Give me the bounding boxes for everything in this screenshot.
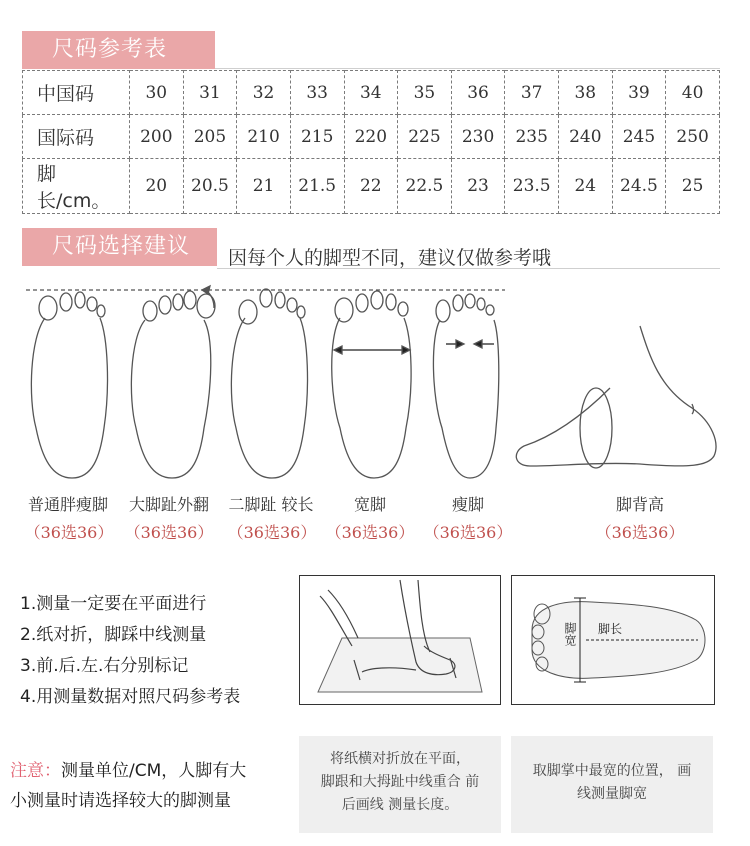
table-cell: 32 xyxy=(237,71,291,115)
step-4: 4.用测量数据对照尺码参考表 xyxy=(20,687,241,707)
width-caption xyxy=(511,736,713,833)
foot-size-advice: （36选36） xyxy=(227,523,317,542)
size-chart-banner xyxy=(22,31,215,69)
table-cell: 34 xyxy=(344,71,398,115)
advice-note: 因每个人的脚型不同，建议仅做参考哦 xyxy=(228,247,552,269)
size-table xyxy=(22,70,720,214)
foot-label: 二脚趾 较长 xyxy=(228,495,314,514)
foot-label: 大脚趾外翻 xyxy=(128,495,209,514)
table-cell: 250 xyxy=(666,115,720,159)
table-cell: 225 xyxy=(398,115,452,159)
table-cell: 245 xyxy=(612,115,666,159)
table-row-intl-size xyxy=(23,115,720,159)
advice-rule xyxy=(217,268,720,269)
table-cell: 25 xyxy=(666,159,720,214)
caption-line: 脚跟和大拇趾中线重合 前 xyxy=(320,774,480,790)
foot-length-label: 脚长 xyxy=(598,622,623,636)
foot-width-label: 脚宽 xyxy=(563,622,577,646)
table-cell: 22 xyxy=(344,159,398,214)
table-cell: 230 xyxy=(451,115,505,159)
foot-size-advice: （36选36） xyxy=(24,523,114,542)
step-2: 2.纸对折，脚踩中线测量 xyxy=(20,625,207,645)
foot-high-instep-illustration xyxy=(516,326,716,468)
foot-size-advice: （36选36） xyxy=(124,523,214,542)
length-caption xyxy=(299,736,501,833)
table-cell: 240 xyxy=(559,115,613,159)
attention-line-2: 小测量时请选择较大的脚测量 xyxy=(10,791,231,811)
table-cell: 21 xyxy=(237,159,291,214)
foot-label: 脚背高 xyxy=(615,495,664,514)
size-advice-title: 尺码选择建议 xyxy=(52,234,191,259)
table-cell: 22.5 xyxy=(398,159,452,214)
row-label: 脚长/cm。 xyxy=(23,159,130,214)
table-cell: 200 xyxy=(130,115,184,159)
caption-line: 线测量脚宽 xyxy=(577,786,647,802)
table-cell: 24 xyxy=(559,159,613,214)
size-advice-banner xyxy=(22,228,217,266)
foot-long-second-toe-illustration xyxy=(231,289,307,478)
foot-size-advice: （36选36） xyxy=(595,523,685,542)
table-cell: 23.5 xyxy=(505,159,559,214)
table-cell: 20.5 xyxy=(183,159,237,214)
foot-label: 宽脚 xyxy=(353,495,386,514)
foot-size-advice: （36选36） xyxy=(325,523,415,542)
measure-width-illustration xyxy=(512,576,714,704)
table-cell: 23 xyxy=(451,159,505,214)
foot-illustrations xyxy=(0,278,750,488)
table-cell: 33 xyxy=(290,71,344,115)
foot-bunion-illustration xyxy=(131,286,215,478)
foot-narrow-illustration xyxy=(433,294,498,478)
attention-prefix: 注意： xyxy=(10,761,61,781)
table-cell: 30 xyxy=(130,71,184,115)
row-label: 国际码 xyxy=(23,115,130,159)
table-cell: 235 xyxy=(505,115,559,159)
measure-length-panel xyxy=(299,575,501,705)
caption-line: 取脚掌中最宽的位置， 画 xyxy=(532,763,692,779)
table-cell: 20 xyxy=(130,159,184,214)
foot-label: 瘦脚 xyxy=(451,495,484,514)
foot-size-advice: （36选36） xyxy=(423,523,513,542)
table-row-foot-length xyxy=(23,159,720,214)
step-3: 3.前.后.左.右分别标记 xyxy=(20,656,189,676)
table-cell: 210 xyxy=(237,115,291,159)
table-cell: 24.5 xyxy=(612,159,666,214)
size-chart-title: 尺码参考表 xyxy=(52,37,168,62)
table-cell: 37 xyxy=(505,71,559,115)
foot-label: 普通胖瘦脚 xyxy=(27,495,108,514)
table-cell: 31 xyxy=(183,71,237,115)
table-cell: 205 xyxy=(183,115,237,159)
table-cell: 38 xyxy=(559,71,613,115)
table-cell: 39 xyxy=(612,71,666,115)
table-cell: 215 xyxy=(290,115,344,159)
table-cell: 35 xyxy=(398,71,452,115)
measure-length-illustration xyxy=(300,576,500,704)
table-row-china-size xyxy=(23,71,720,115)
foot-normal-illustration xyxy=(31,292,107,478)
table-cell: 36 xyxy=(451,71,505,115)
foot-wide-illustration xyxy=(332,291,411,478)
step-1: 1.测量一定要在平面进行 xyxy=(20,594,207,614)
table-cell: 21.5 xyxy=(290,159,344,214)
table-cell: 220 xyxy=(344,115,398,159)
attention-line-1: 测量单位/CM，人脚有大 xyxy=(61,761,247,781)
caption-line: 将纸横对折放在平面， xyxy=(330,751,470,767)
measure-width-panel xyxy=(511,575,715,705)
table-cell: 40 xyxy=(666,71,720,115)
row-label: 中国码 xyxy=(23,71,130,115)
title-rule xyxy=(215,68,720,69)
caption-line: 后画线 测量长度。 xyxy=(341,797,459,813)
attention-note xyxy=(10,756,280,816)
